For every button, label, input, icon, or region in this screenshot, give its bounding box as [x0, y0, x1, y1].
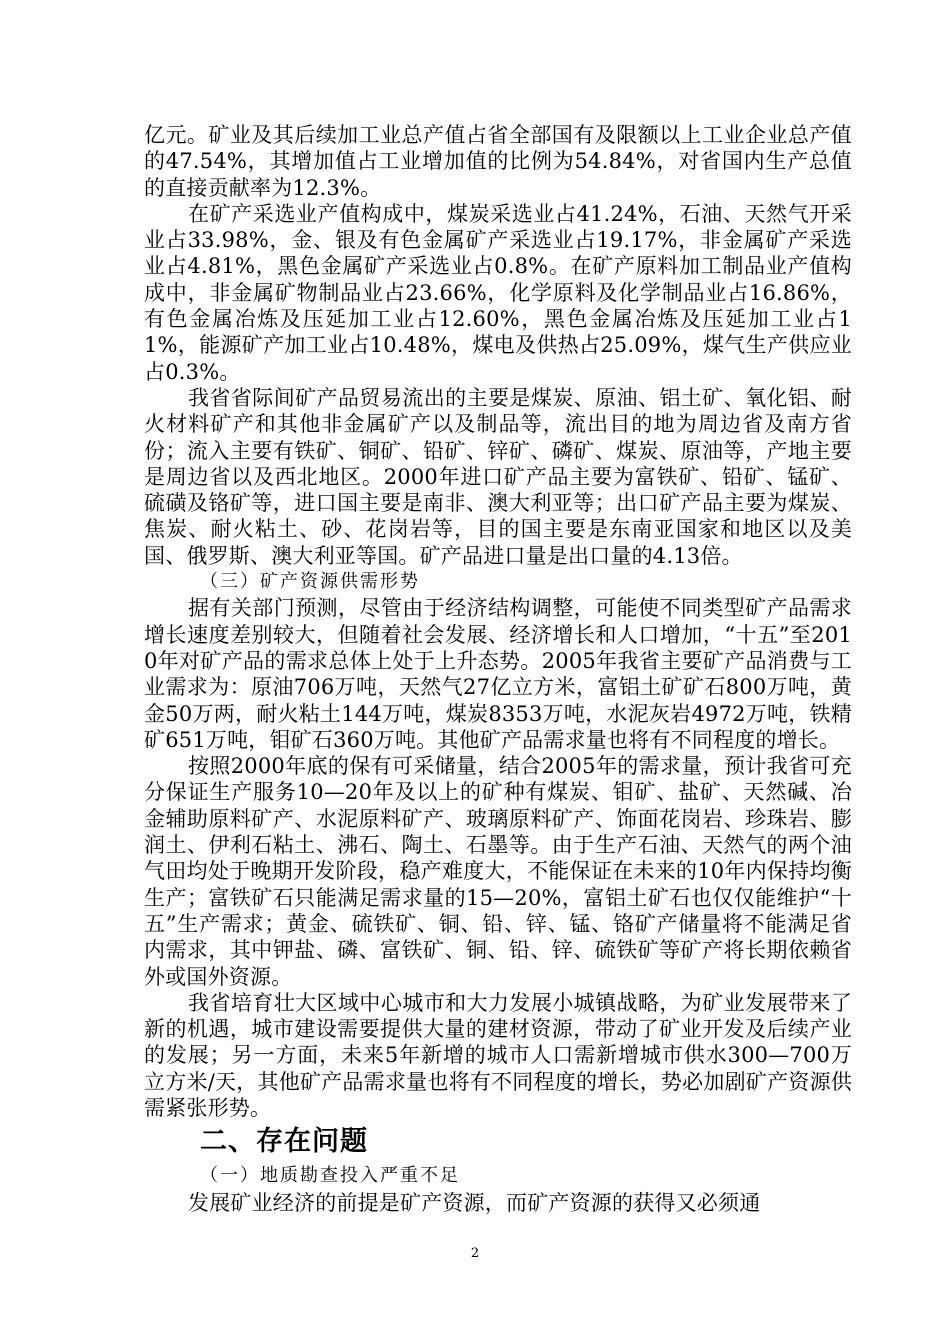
page-number: 2	[470, 1246, 480, 1261]
subheading-exploration-investment: （一）地质勘查投入严重不足	[200, 1165, 460, 1187]
section-title-problems: 二、存在问题	[200, 1126, 368, 1158]
paragraph-reserve-guarantee: 按照2000年底的保有可采储量，结合2005年的需求量，预计我省可充分保证生产服务10—20年及以上的矿种有煤炭、钼矿、盐矿、天然碱、冶金辅助原料矿产、水泥原料矿产、玻璃原料矿产、饰面花岗岩、珍珠岩、膨润土、伊利石粘土、沸石、陶土、石墨等。由于生产石油、天然气的两个油气田均处于晚期开发阶段，稳产难度大，不能保证在未来的10年内保持均衡生产；富铁矿石只能满足需求量的15—20%，富铝土矿石也仅仅能维护“十五”生产需求；黄金、硫铁矿、铜、铅、锌、锰、铬矿产储量将不能满足省内需求，其中钾盐、磷、富铁矿、铜、铅、锌、硫铁矿等矿产将长期依赖省外或国外资源。	[144, 754, 852, 989]
document-body	[144, 122, 852, 1216]
paragraph-industry-output: 亿元。矿业及其后续加工业总产值占省全部国有及限额以上工业企业总产值的47.54%，其增加值占工业增加值的比例为54.84%，对省国内生产总值的直接贡献率为12.3%。	[144, 123, 852, 200]
paragraph-trade-flows: 我省省际间矿产品贸易流出的主要是煤炭、原油、铝土矿、氧化铝、耐火材料矿产和其他非金属矿产以及制品等，流出目的地为周边省及南方省份；流入主要有铁矿、铜矿、铅矿、锌矿、磷矿、煤炭、原油等，产地主要是周边省以及西北地区。2000年进口矿产品主要为富铁矿、铅矿、锰矿、硫磺及铬矿等，进口国主要是南非、澳大利亚等；出口矿产品主要为煤炭、焦炭、耐火粘土、砂、花岗岩等，目的国主要是东南亚国家和地区以及美国、俄罗斯、澳大利亚等国。矿产品进口量是出口量的4.13倍。	[144, 385, 852, 568]
paragraph-output-composition: 在矿产采选业产值构成中，煤炭采选业占41.24%，石油、天然气开采业占33.98%，金、银及有色金属矿产采选业占19.17%，非金属矿产采选业占4.81%，黑色金属矿产采选业占0.8%。在矿产原料加工制品业产值构成中，非金属矿物制品业占23.66%，化学原料及化学制品业占16.86%，有色金属冶炼及压延加工业占12.60%，黑色金属冶炼及压延加工业占11%，能源矿产加工业占10.48%，煤电及供热占25.09%，煤气生产供应业占0.3%。	[144, 201, 852, 384]
paragraph-demand-forecast: 据有关部门预测，尽管由于经济结构调整，可能使不同类型矿产品需求增长速度差别较大，但随着社会发展、经济增长和人口增加，“十五”至2010年对矿产品的需求总体上处于上升态势。2005年我省主要矿产品消费与工业需求为：原油706万吨，天然气27亿立方米，富铝土矿矿石800万吨，黄金50万两，耐火粘土144万吨，煤炭8353万吨，水泥灰岩4972万吨，铁精矿651万吨，钼矿石360万吨。其他矿产品需求量也将有不同程度的增长。	[144, 596, 852, 752]
paragraph-urbanization: 我省培育壮大区域中心城市和大力发展小城镇战略，为矿业发展带来了新的机遇，城市建设需要提供大量的建材资源，带动了矿业开发及后续产业的发展；另一方面，未来5年新增的城市人口需新增城市供水300—700万立方米/天，其他矿产品需求量也将有不同程度的增长，势必加剧矿产资源供需紧张形势。	[144, 990, 852, 1120]
paragraph-exploration-premise: 发展矿业经济的前提是矿产资源，而矿产资源的获得又必须通	[188, 1190, 761, 1215]
subheading-supply-demand: （三）矿产资源供需形势	[200, 571, 420, 593]
